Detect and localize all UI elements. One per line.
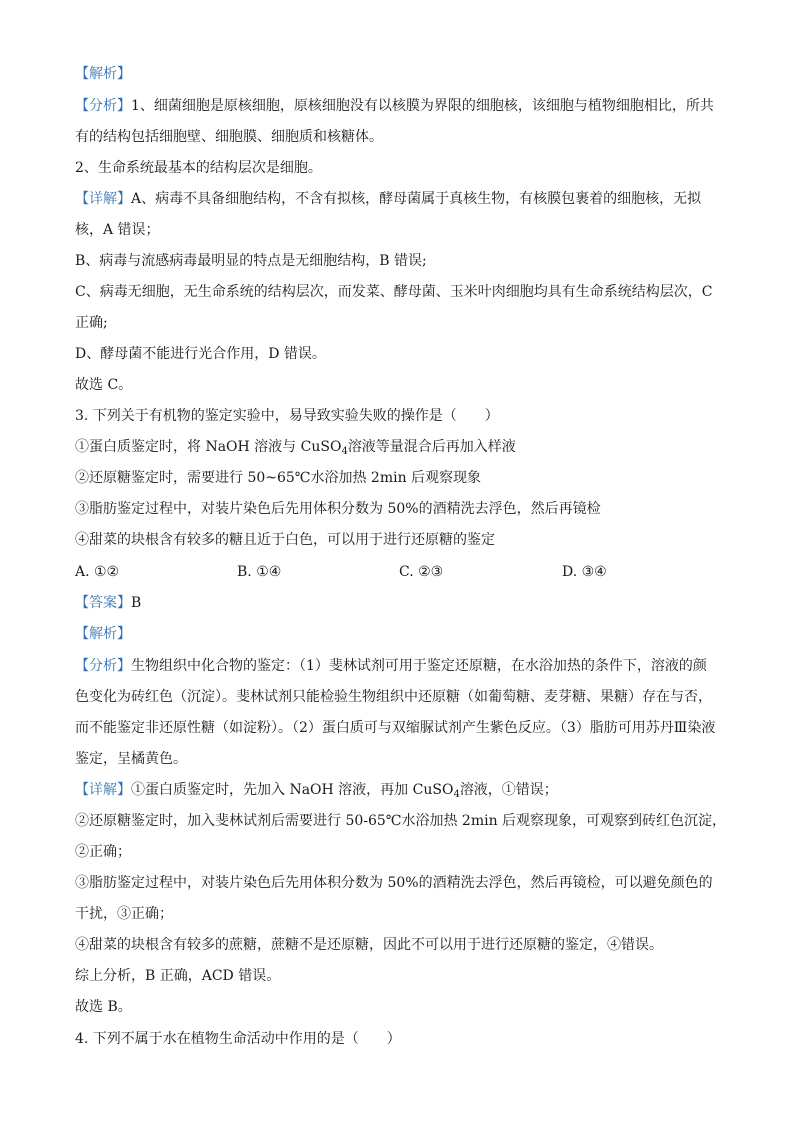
text-span: ①蛋白质鉴定时，将 NaOH 溶液与 CuSO — [75, 439, 342, 455]
text-line — [75, 189, 715, 209]
section-tag: 【详解】 — [75, 191, 131, 207]
statement-3: ③脂肪鉴定过程中，对装片染色后先用体积分数为 50%的酒精洗去浮色，然后再镜检 — [75, 501, 601, 517]
section-tag: 【详解】 — [75, 782, 131, 798]
text-line: B、病毒与流感病毒最明显的特点是无细胞结构，B 错误; — [75, 253, 427, 269]
text-line: 综上分析，B 正确，ACD 错误。 — [75, 968, 281, 984]
text-line: 正确; — [75, 315, 108, 331]
text-line — [75, 780, 715, 800]
text-line: C、病毒无细胞，无生命系统的结构层次，而发菜、酵母菌、玉米叶肉细胞均具有生命系统结构层次，C — [75, 284, 713, 300]
text-span: 溶液等量混合后再加入样液 — [347, 439, 516, 455]
section-tag: 【分析】 — [75, 98, 131, 114]
text-line: ②正确； — [75, 844, 131, 860]
text-span: 溶液，①错误； — [459, 782, 558, 798]
text-line: 2、生命系统最基本的结构层次是细胞。 — [75, 160, 322, 176]
statement-4: ④甜菜的块根含有较多的糖且近于白色，可以用于进行还原糖的鉴定 — [75, 532, 495, 548]
text-line — [75, 656, 715, 676]
answer-options — [75, 562, 715, 582]
section-tag: 【答案】 — [75, 595, 131, 611]
text-line: 而不能鉴定非还原性糖（如淀粉）。（2）蛋白质可与双缩脲试剂产生紫色反应。（3）脂肪可用苏丹Ⅲ染液 — [75, 720, 716, 736]
option-c: C. ②③ — [399, 564, 444, 580]
subscript: 4 — [341, 446, 348, 457]
section-tag: 【分析】 — [75, 658, 131, 674]
answer-value: B — [131, 595, 142, 611]
text-span: 1、细菌细胞是原核细胞，原核细胞没有以核膜为界限的细胞核，该细胞与植物细胞相比，所共 — [131, 98, 714, 114]
analysis-heading — [75, 624, 715, 644]
text-line: ③脂肪鉴定过程中，对装片染色后先用体积分数为 50%的酒精洗去浮色，然后再镜检，可以避免颜色的 — [75, 875, 713, 891]
text-line: ④甜菜的块根含有较多的蔗糖，蔗糖不是还原糖，因此不可以用于进行还原糖的鉴定，④错误。 — [75, 937, 663, 953]
option-d: D. ③④ — [562, 564, 607, 580]
text-span: A、病毒不具备细胞结构，不含有拟核，酵母菌属于真核生物，有核膜包裹着的细胞核，无拟 — [131, 191, 702, 207]
text-line: 故选 B。 — [75, 999, 132, 1015]
text-line: 故选 C。 — [75, 377, 133, 393]
text-line: 有的结构包括细胞壁、细胞膜、细胞质和核糖体。 — [75, 129, 383, 145]
statement-1 — [75, 437, 715, 457]
statement-2: ②还原糖鉴定时，需要进行 50~65℃水浴加热 2min 后观察现象 — [75, 470, 482, 486]
text-line: ②还原糖鉴定时，加入斐林试剂后需要进行 50-65℃水浴加热 2min 后观察现象，可观察到砖红色沉淀， — [75, 813, 727, 829]
text-span: ①蛋白质鉴定时，先加入 NaOH 溶液，再加 CuSO — [131, 782, 454, 798]
text-line: 核，A 错误； — [75, 222, 160, 238]
text-line — [75, 96, 715, 116]
text-span: 生物组织中化合物的鉴定：（1）斐林试剂可用于鉴定还原糖，在水浴加热的条件下，溶液的颜 — [131, 658, 707, 674]
option-a: A. ①② — [75, 564, 120, 580]
option-b: B. ①④ — [237, 564, 282, 580]
analysis-heading — [75, 64, 715, 84]
question-3-stem: 3. 下列关于有机物的鉴定实验中，易导致实验失败的操作是（ ） — [75, 408, 499, 424]
question-4-stem: 4. 下列不属于水在植物生命活动中作用的是（ ） — [75, 1031, 401, 1047]
text-line: 色变化为砖红色（沉淀）。斐林试剂只能检验生物组织中还原糖（如葡萄糖、麦芽糖、果糖）存在与否， — [75, 689, 712, 705]
section-tag: 【解析】 — [75, 66, 131, 82]
answer-line — [75, 593, 715, 613]
text-line: 鉴定，呈橘黄色。 — [75, 751, 187, 767]
text-line: 干扰，③正确； — [75, 906, 173, 922]
text-line: D、酵母菌不能进行光合作用，D 错误。 — [75, 346, 326, 362]
section-tag: 【解析】 — [75, 626, 131, 642]
subscript: 4 — [453, 789, 460, 800]
